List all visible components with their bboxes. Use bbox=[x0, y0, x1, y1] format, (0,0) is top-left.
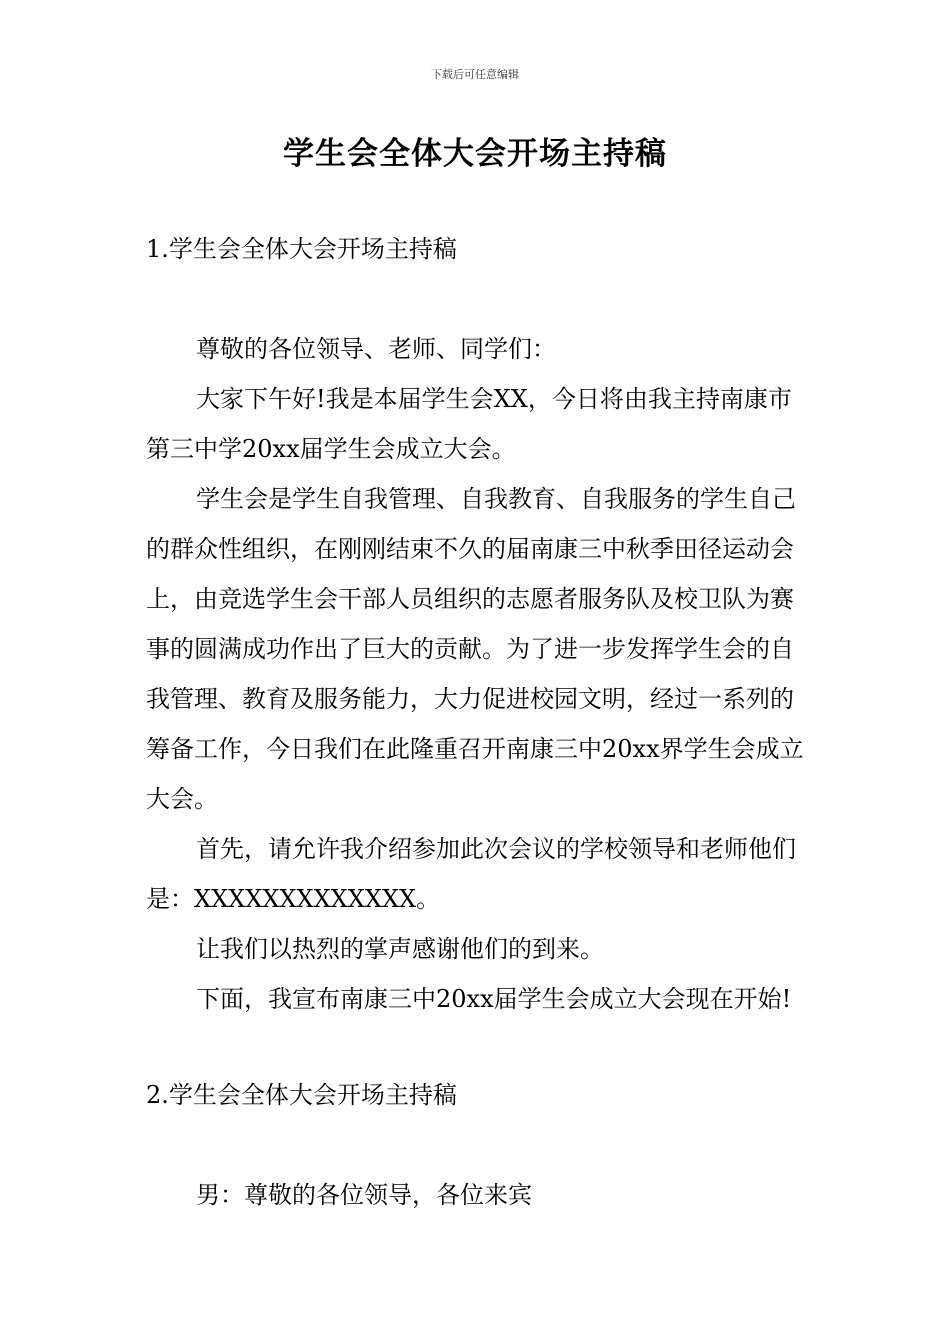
paragraph-applause: 让我们以热烈的掌声感谢他们的到来。 bbox=[196, 935, 604, 963]
paragraph-intro: 大家下午好!我是本届学生会XX，今日将由我主持南康市第三中学20xx届学生会成立大会。 bbox=[146, 385, 792, 463]
paragraph-greeting: 尊敬的各位领导、老师、同学们： bbox=[196, 335, 556, 363]
paragraph-announce: 下面，我宣布南康三中20xx届学生会成立大会现在开始! bbox=[196, 985, 792, 1013]
paragraph-guests: 首先，请允许我介绍参加此次会议的学校领导和老师他们是：XXXXXXXXXXXXX。 bbox=[146, 835, 796, 913]
paragraph-student-union: 学生会是学生自我管理、自我教育、自我服务的学生自己的群众性组织，在刚刚结束不久的届南康三中秋季田径运动会上，由竞选学生会干部人员组织的志愿者服务队及校卫队为赛事的圆满成功作出了巨大的贡献。为了进一步发挥学生会的自我管理、教育及服务能力，大力促进校园文明，经过一系列的筹备工作，今日我们在此隆重召开南康三中20xx界学生会成立大会。 bbox=[146, 485, 804, 813]
paragraph-male-host: 男：尊敬的各位领导，各位来宾 bbox=[196, 1181, 532, 1209]
section-heading-1: 1.学生会全体大会开场主持稿 bbox=[146, 235, 457, 263]
section-2-body bbox=[146, 1170, 808, 1220]
section-heading-2: 2.学生会全体大会开场主持稿 bbox=[146, 1081, 457, 1109]
document-title: 学生会全体大会开场主持稿 bbox=[283, 136, 667, 172]
header-note: 下载后可任意编辑 bbox=[431, 68, 519, 81]
section-1-body bbox=[146, 324, 808, 1024]
